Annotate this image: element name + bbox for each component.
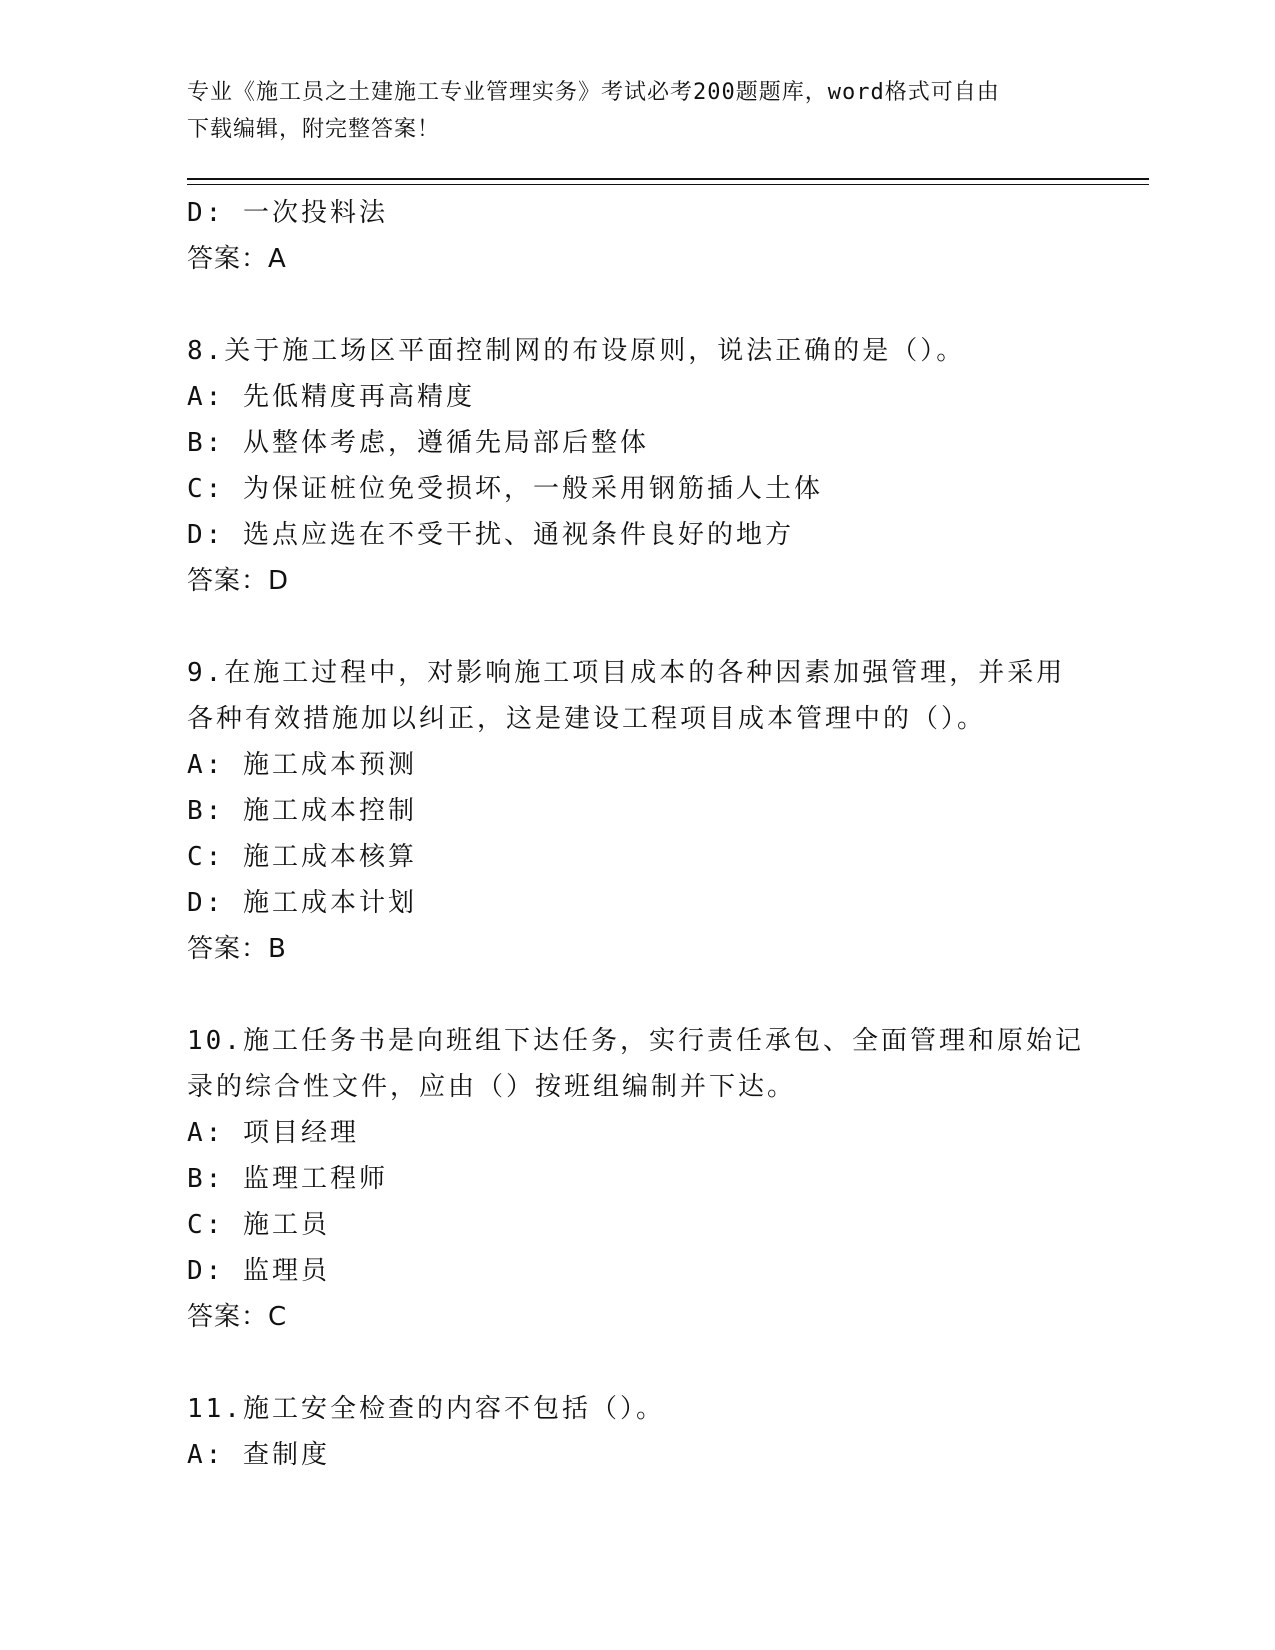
- question-stem: 8.关于施工场区平面控制网的布设原则，说法正确的是（）。: [187, 336, 966, 366]
- answer-line: 答案：B: [187, 934, 287, 964]
- header-divider-thick: [187, 178, 1149, 180]
- question-stem: 10.施工任务书是向班组下达任务，实行责任承包、全面管理和原始记: [187, 1026, 1084, 1056]
- spacer: [187, 604, 1147, 650]
- question-fragment: [187, 190, 1147, 282]
- spacer: [187, 972, 1147, 1018]
- question-11: [187, 1386, 1147, 1478]
- answer-line: 答案：C: [187, 1302, 288, 1332]
- question-stem: 9.在施工过程中，对影响施工项目成本的各种因素加强管理，并采用: [187, 658, 1066, 688]
- option-a: A: 施工成本预测: [187, 750, 417, 780]
- question-9: [187, 650, 1147, 972]
- option-a: A: 先低精度再高精度: [187, 382, 475, 412]
- answer-line: 答案：D: [187, 566, 290, 596]
- question-stem-continued: 录的综合性文件，应由（）按班组编制并下达。: [187, 1072, 797, 1102]
- header-title-line-2: 下载编辑，附完整答案！: [187, 117, 441, 142]
- spacer: [187, 282, 1147, 328]
- question-8: [187, 328, 1147, 604]
- header-title-line-1: 专业《施工员之土建施工专业管理实务》考试必考200题题库，word格式可自由: [187, 80, 1000, 105]
- option-b: B: 施工成本控制: [187, 796, 417, 826]
- option-a: A: 查制度: [187, 1440, 330, 1470]
- option-c: C: 施工员: [187, 1210, 330, 1240]
- option-d: D: 选点应选在不受干扰、通视条件良好的地方: [187, 520, 794, 550]
- option-b: B: 监理工程师: [187, 1164, 388, 1194]
- spacer: [187, 1340, 1147, 1386]
- option-b: B: 从整体考虑，遵循先局部后整体: [187, 428, 649, 458]
- question-stem-continued: 各种有效措施加以纠正，这是建设工程项目成本管理中的（）。: [187, 704, 987, 734]
- question-stem: 11.施工安全检查的内容不包括（）。: [187, 1394, 665, 1424]
- answer-line: 答案：A: [187, 244, 287, 274]
- option-c: C: 施工成本核算: [187, 842, 417, 872]
- option-d: D: 一次投料法: [187, 198, 388, 228]
- document-header: [187, 74, 1087, 148]
- option-c: C: 为保证桩位免受损坏，一般采用钢筋插人土体: [187, 474, 823, 504]
- header-divider-thin: [187, 184, 1149, 185]
- option-a: A: 项目经理: [187, 1118, 359, 1148]
- question-list: [187, 190, 1147, 1478]
- option-d: D: 施工成本计划: [187, 888, 417, 918]
- question-10: [187, 1018, 1147, 1340]
- option-d: D: 监理员: [187, 1256, 330, 1286]
